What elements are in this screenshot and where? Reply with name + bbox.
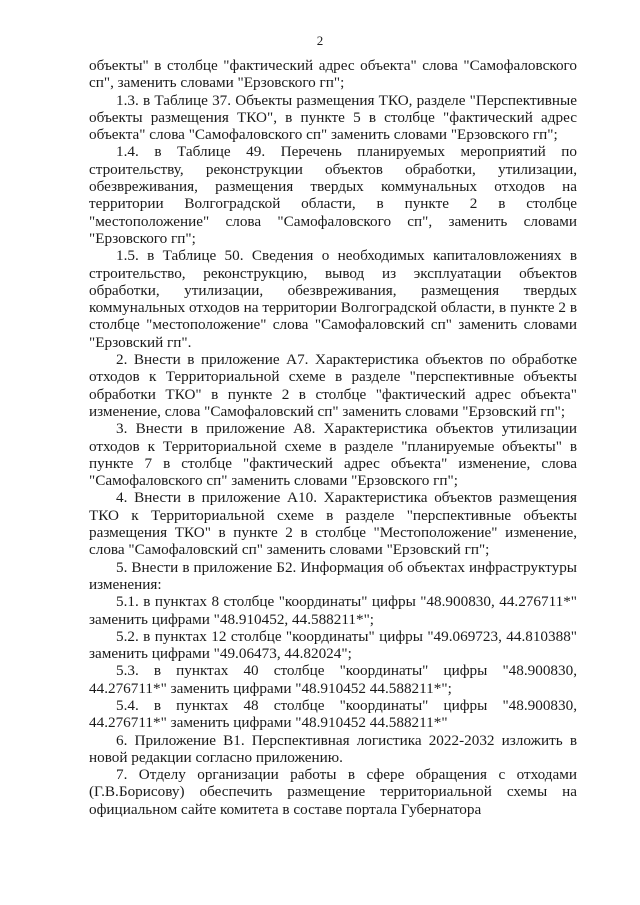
document-body [89,57,577,818]
paragraph: 1.5. в Таблице 50. Сведения о необходимых капиталовложениях в строительство, реконструкцию, вывод из эксплуатации объектов обработки, утилизации, обезвреживания, размещения твердых коммунальных отходов на территории Волгоградской области, в пункте 2 в столбце "местоположение" слова "Самофаловский сп" заменить словами "Ерзовский гп". [89,247,577,351]
paragraph: 4. Внести в приложение А10. Характеристика объектов размещения ТКО к Территориальной схеме в разделе "перспективные объекты размещения ТКО" в пункте 2 в столбце "Местоположение" изменение, слова "Самофаловский сп" заменить словами "Ерзовский гп"; [89,489,577,559]
paragraph: 5.3. в пунктах 40 столбце "координаты" цифры "48.900830, 44.276711*" заменить цифрами "48.910452 44.588211*"; [89,662,577,697]
paragraph: объекты" в столбце "фактический адрес объекта" слова "Самофаловского сп", заменить словами "Ерзовского гп"; [89,57,577,92]
paragraph: 2. Внести в приложение А7. Характеристика объектов по обработке отходов к Территориальной схеме в разделе "перспективные объекты обработки ТКО" в пункте 2 в столбце "фактический адрес объекта" изменение, слова "Самофаловский сп" заменить словами "Ерзовский гп"; [89,351,577,420]
paragraph: 5.2. в пунктах 12 столбце "координаты" цифры "49.069723, 44.810388" заменить цифрами "49.06473, 44.82024"; [89,627,577,663]
paragraph: 5. Внести в приложение Б2. Информация об объектах инфраструктуры изменения: [89,558,577,593]
paragraph: 5.1. в пунктах 8 столбце "координаты" цифры "48.900830, 44.276711*" заменить цифрами "48.910452, 44.588211*"; [89,593,577,628]
paragraph: 5.4. в пунктах 48 столбце "координаты" цифры "48.900830, 44.276711*" заменить цифрами "48.910452 44.588211*" [89,696,577,732]
paragraph: 1.3. в Таблице 37. Объекты размещения ТКО, разделе "Перспективные объекты размещения ТКО", в пункте 5 в столбце "фактический адрес объекта" слова "Самофаловского сп" заменить словами "Ерзовского гп"; [89,91,577,144]
page-number: 2 [316,33,324,48]
paragraph: 6. Приложение В1. Перспективная логистика 2022-2032 изложить в новой редакции согласно приложению. [89,731,577,766]
paragraph: 7. Отделу организации работы в сфере обращения с отходами (Г.В.Борисову) обеспечить размещение территориальной схемы на официальном сайте комитета в составе портала Губернатора [89,766,577,818]
paragraph: 3. Внести в приложение А8. Характеристика объектов утилизации отходов к Территориальной схеме в разделе "планируемые объекты" в пункте 7 в столбце "фактический адрес объекта" изменение, слова "Самофаловского сп" заменить словами "Ерзовского гп"; [89,420,577,490]
paragraph: 1.4. в Таблице 49. Перечень планируемых мероприятий по строительству, реконструкции объектов обработки, утилизации, обезвреживания, размещения твердых коммунальных отходов на территории Волгоградской области, в пункте 2 в столбце "местоположение" слова "Самофаловского сп", заменить словами "Ерзовского гп"; [89,143,577,247]
